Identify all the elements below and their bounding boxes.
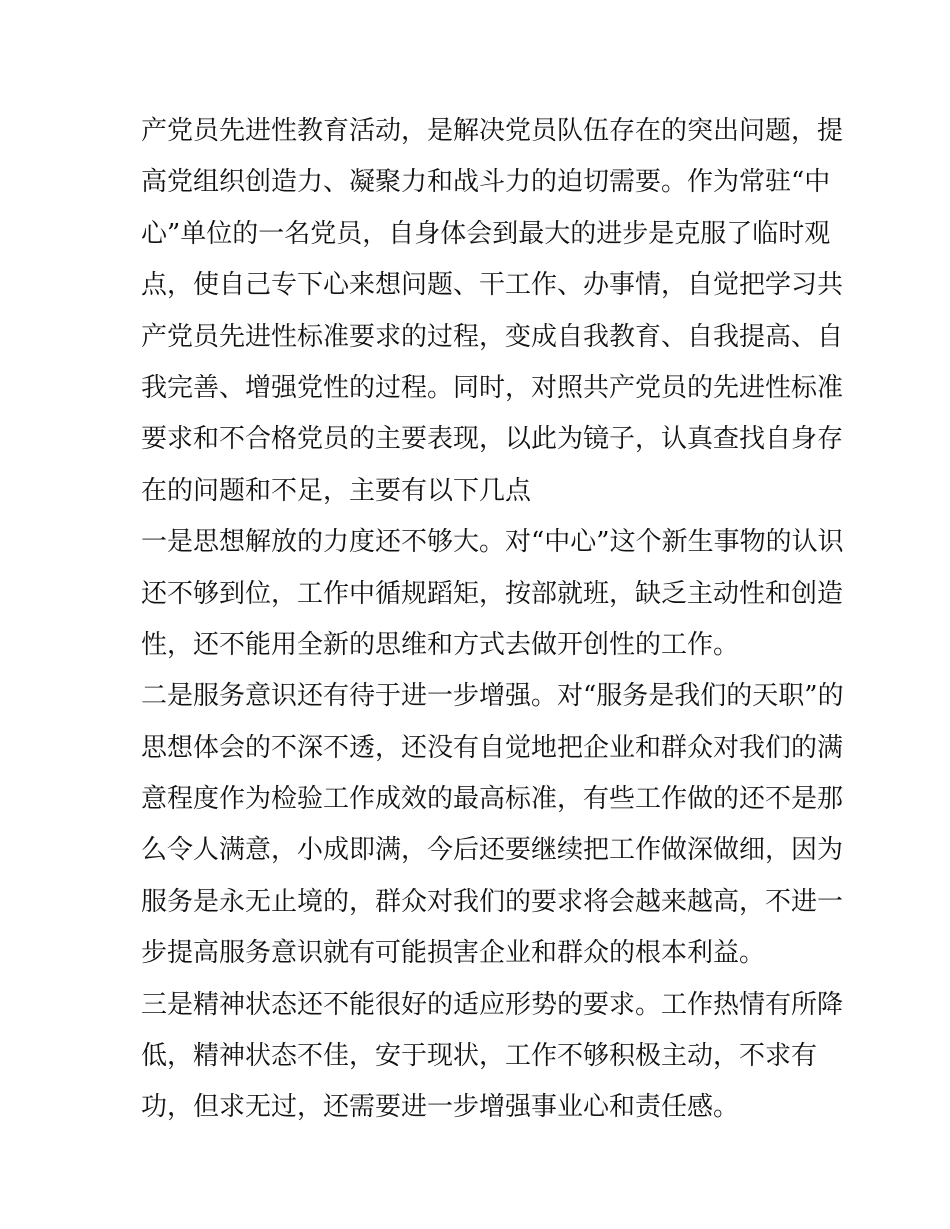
text-line: 服务是永无止境的，群众对我们的要求将会越来越高，不进一 <box>141 886 844 917</box>
text-line: 心”单位的一名党员，自身体会到最大的进步是克服了临时观 <box>141 218 831 249</box>
text-line: 高党组织创造力、凝聚力和战斗力的迫切需要。作为常驻“中 <box>141 167 831 198</box>
text-line: 低，精神状态不佳，安于现状，工作不够积极主动，不求有 <box>141 1041 818 1072</box>
text-line: 在的问题和不足，主要有以下几点 <box>141 475 532 506</box>
text-line: 点，使自己专下心来想问题、干工作、办事情，自觉把学习共 <box>141 270 844 301</box>
text-line: 么令人满意，小成即满，今后还要继续把工作做深做细，因为 <box>141 835 844 866</box>
text-line: 三是精神状态还不能很好的适应形势的要求。工作热情有所降 <box>141 989 844 1020</box>
text-line: 产党员先进性教育活动，是解决党员队伍存在的突出问题，提 <box>141 116 844 146</box>
text-line: 性，还不能用全新的思维和方式去做开创性的工作。 <box>141 629 740 660</box>
text-line: 思想体会的不深不透，还没有自觉地把企业和群众对我们的满 <box>141 732 844 763</box>
text-line: 要求和不合格党员的主要表现，以此为镜子，认真查找自身存 <box>141 424 844 455</box>
text-line: 功，但求无过，还需要进一步增强事业心和责任感。 <box>141 1092 740 1123</box>
text-line: 步提高服务意识就有可能损害企业和群众的根本利益。 <box>141 938 766 969</box>
text-line: 我完善、增强党性的过程。同时，对照共产党员的先进性标准 <box>141 372 844 403</box>
text-line: 意程度作为检验工作成效的最高标准，有些工作做的还不是那 <box>141 784 844 815</box>
body-text <box>141 106 844 1134</box>
text-line: 产党员先进性标准要求的过程，变成自我教育、自我提高、自 <box>141 321 844 352</box>
text-line: 二是服务意识还有待于进一步增强。对“服务是我们的天职”的 <box>141 681 844 712</box>
text-line: 还不够到位，工作中循规蹈矩，按部就班，缺乏主动性和创造 <box>141 578 844 609</box>
text-line: 一是思想解放的力度还不够大。对“中心”这个新生事物的认识 <box>141 527 844 558</box>
